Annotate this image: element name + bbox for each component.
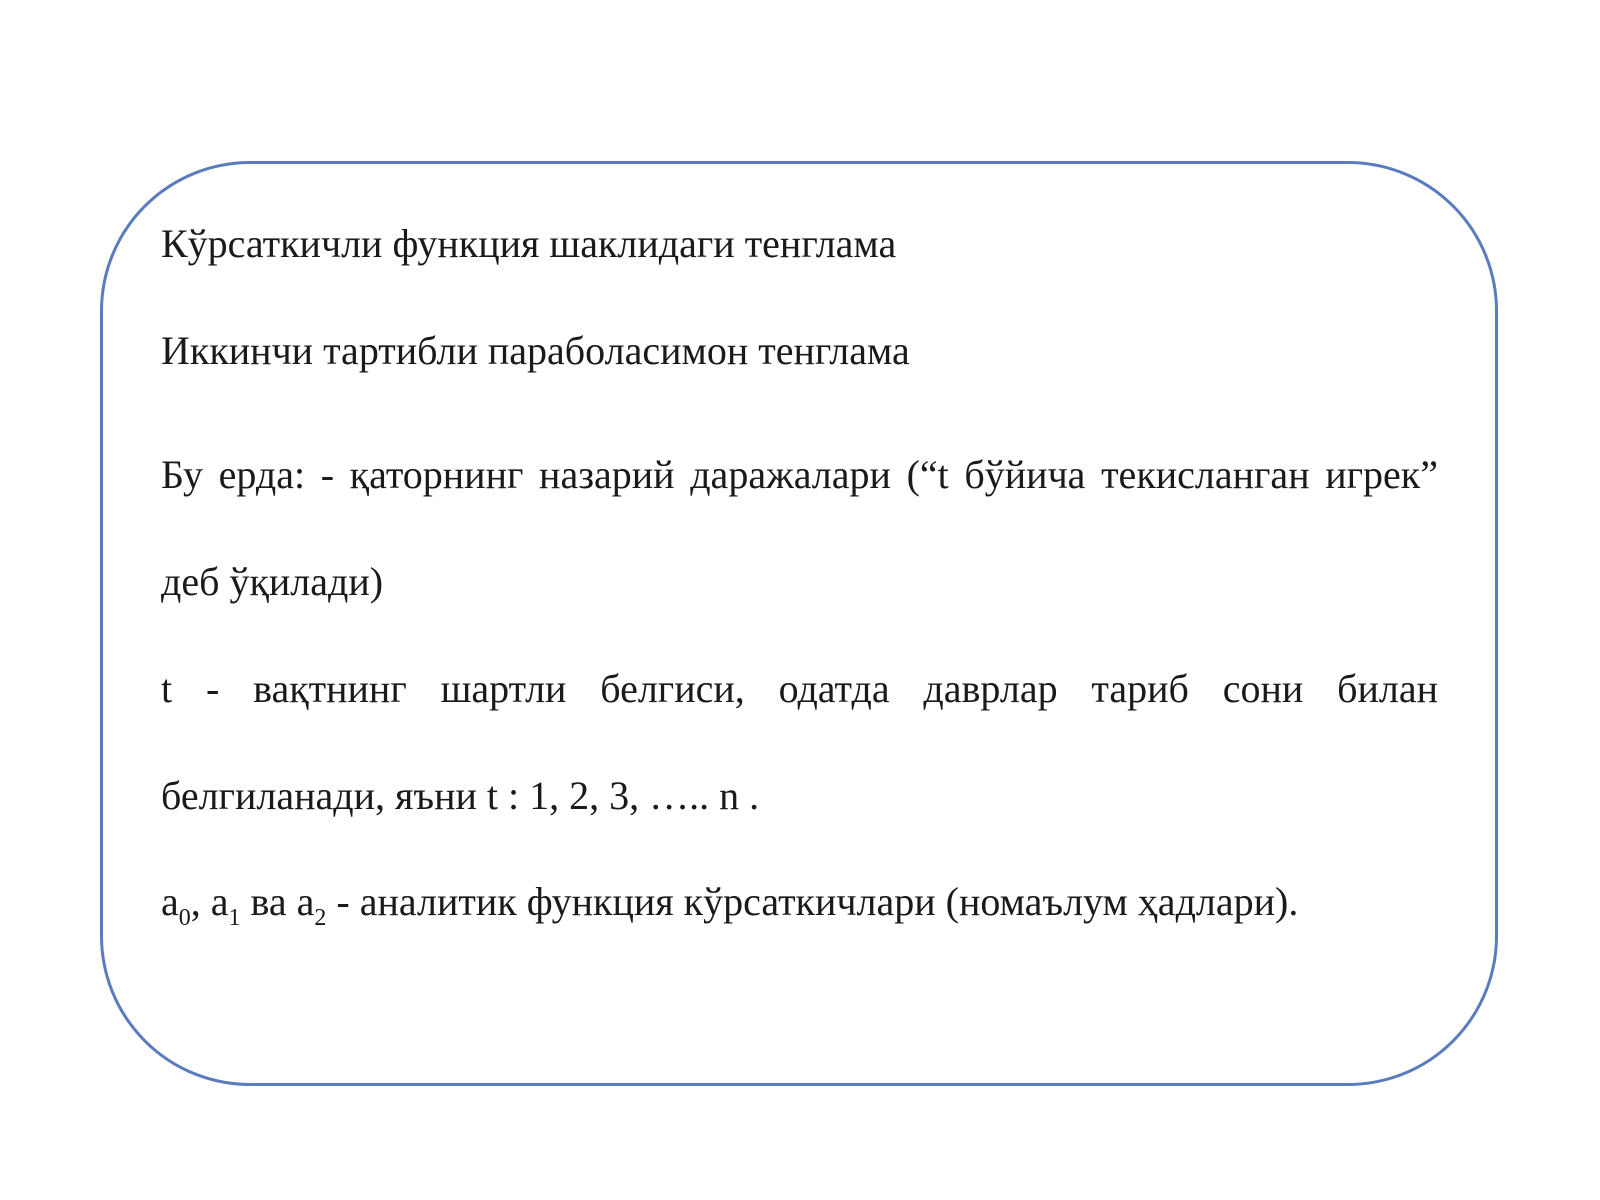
- coef-separator: ,: [190, 879, 211, 924]
- coef-a1-letter: a: [210, 879, 229, 924]
- coef-conjunction: ва: [240, 879, 297, 924]
- exponential-equation-label: Кўрсаткичли функция шаклидаги тенглама: [161, 221, 897, 266]
- parabolic-equation-label: Иккинчи тартибли параболасимон тенглама: [161, 328, 910, 373]
- coef-description: - аналитик функция кўрсаткичлари (номаълум ҳадлари).: [326, 879, 1299, 924]
- theoretical-levels-explanation: Бу ерда: - қаторнинг назарий даражалари (“t бўйича текисланган игрек” деб ўқилади): [161, 452, 1438, 604]
- time-variable-explanation: t - вақтнинг шартли белгиси, одатда даврлар тариб сони билан белгиланади, яъни t : 1, 2, 3, ….. n .: [161, 666, 1438, 818]
- coef-a0-subscript: 0: [178, 905, 191, 931]
- coef-a0-letter: a: [161, 879, 179, 924]
- coef-a2-letter: a: [296, 879, 315, 924]
- coef-a1-subscript: 1: [228, 905, 241, 931]
- coef-a2-subscript: 2: [314, 905, 327, 931]
- coefficients-explanation: [161, 876, 1438, 931]
